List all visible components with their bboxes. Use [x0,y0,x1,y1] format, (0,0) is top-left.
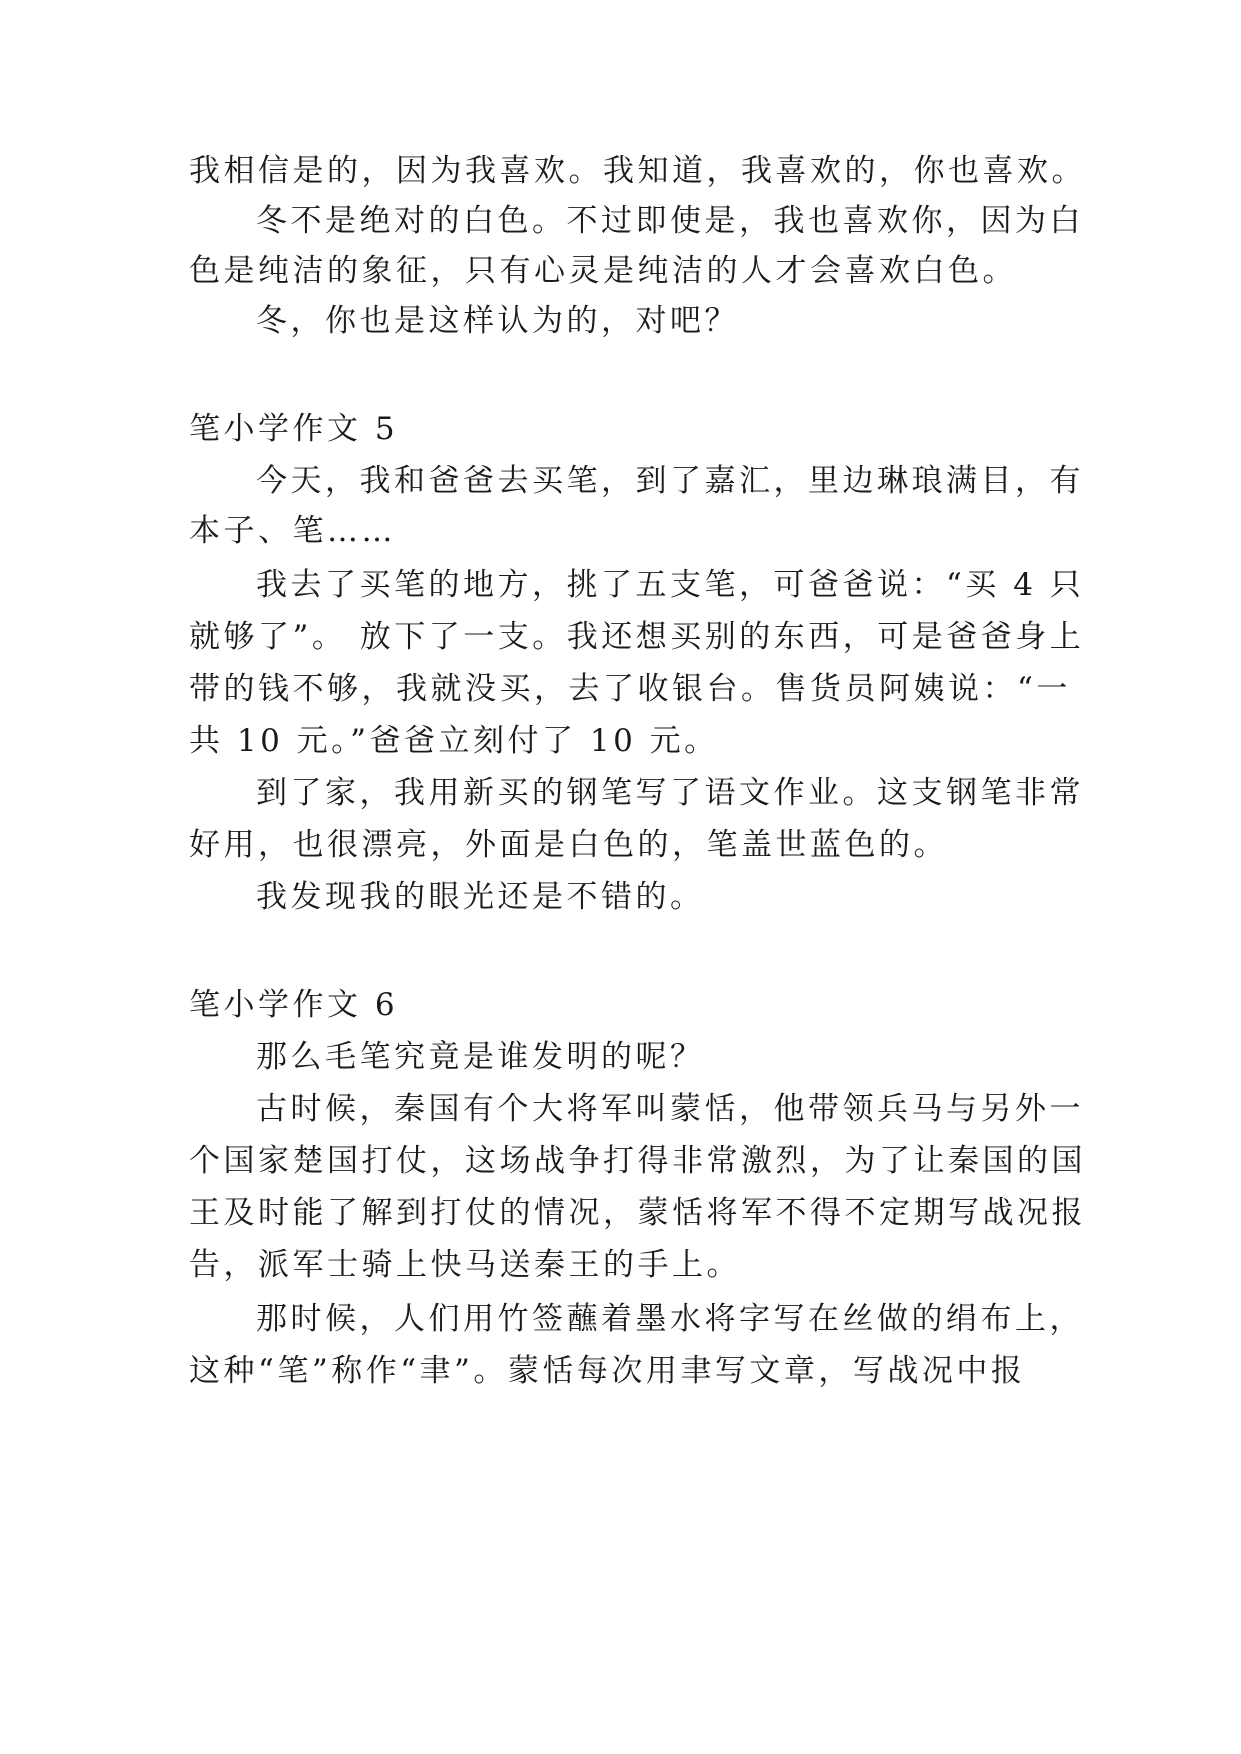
paragraph-line: 色是纯洁的象征，只有心灵是纯洁的人才会喜欢白色。 [189,253,1017,289]
paragraph-line: 我去了买笔的地方，挑了五支笔，可爸爸说：“买 4 只 [256,567,1085,603]
paragraph-line: 那时候，人们用竹签蘸着墨水将字写在丝做的绢布上， [256,1301,1084,1337]
paragraph-line: 个国家楚国打仗，这场战争打得非常激烈，为了让秦国的国 [189,1143,1086,1179]
section-heading: 笔小学作文 5 [189,411,399,447]
paragraph-line: 到了家，我用新买的钢笔写了语文作业。这支钢笔非常 [256,775,1084,811]
paragraph-line: 那么毛笔究竟是谁发明的呢？ [256,1039,705,1075]
paragraph-line: 冬，你也是这样认为的，对吧？ [256,303,739,339]
section-heading: 笔小学作文 6 [189,987,399,1023]
paragraph-line: 共 10 元。”爸爸立刻付了 10 元。 [189,723,719,759]
paragraph-line: 我发现我的眼光还是不错的。 [256,879,705,915]
paragraph-line: 冬不是绝对的白色。不过即使是，我也喜欢你，因为白 [256,203,1084,239]
paragraph-line: 好用，也很漂亮，外面是白色的，笔盖世蓝色的。 [189,827,948,863]
paragraph-line: 王及时能了解到打仗的情况，蒙恬将军不得不定期写战况报 [189,1195,1086,1231]
paragraph-line: 就够了”。 放下了一支。我还想买别的东西，可是爸爸身上 [189,619,1085,655]
paragraph-line: 本子、笔…… [189,513,396,549]
paragraph-line: 我相信是的，因为我喜欢。我知道，我喜欢的，你也喜欢。 [189,153,1086,189]
paragraph-line: 古时候，秦国有个大将军叫蒙恬，他带领兵马与另外一 [256,1091,1084,1127]
paragraph-line: 这种“笔”称作“聿”。蒙恬每次用聿写文章，写战况中报 [189,1353,1026,1389]
paragraph-line: 今天，我和爸爸去买笔，到了嘉汇，里边琳琅满目，有 [256,463,1084,499]
paragraph-line: 带的钱不够，我就没买，去了收银台。售货员阿姨说：“一 [189,671,1071,707]
paragraph-line: 告，派军士骑上快马送秦王的手上。 [189,1247,741,1283]
